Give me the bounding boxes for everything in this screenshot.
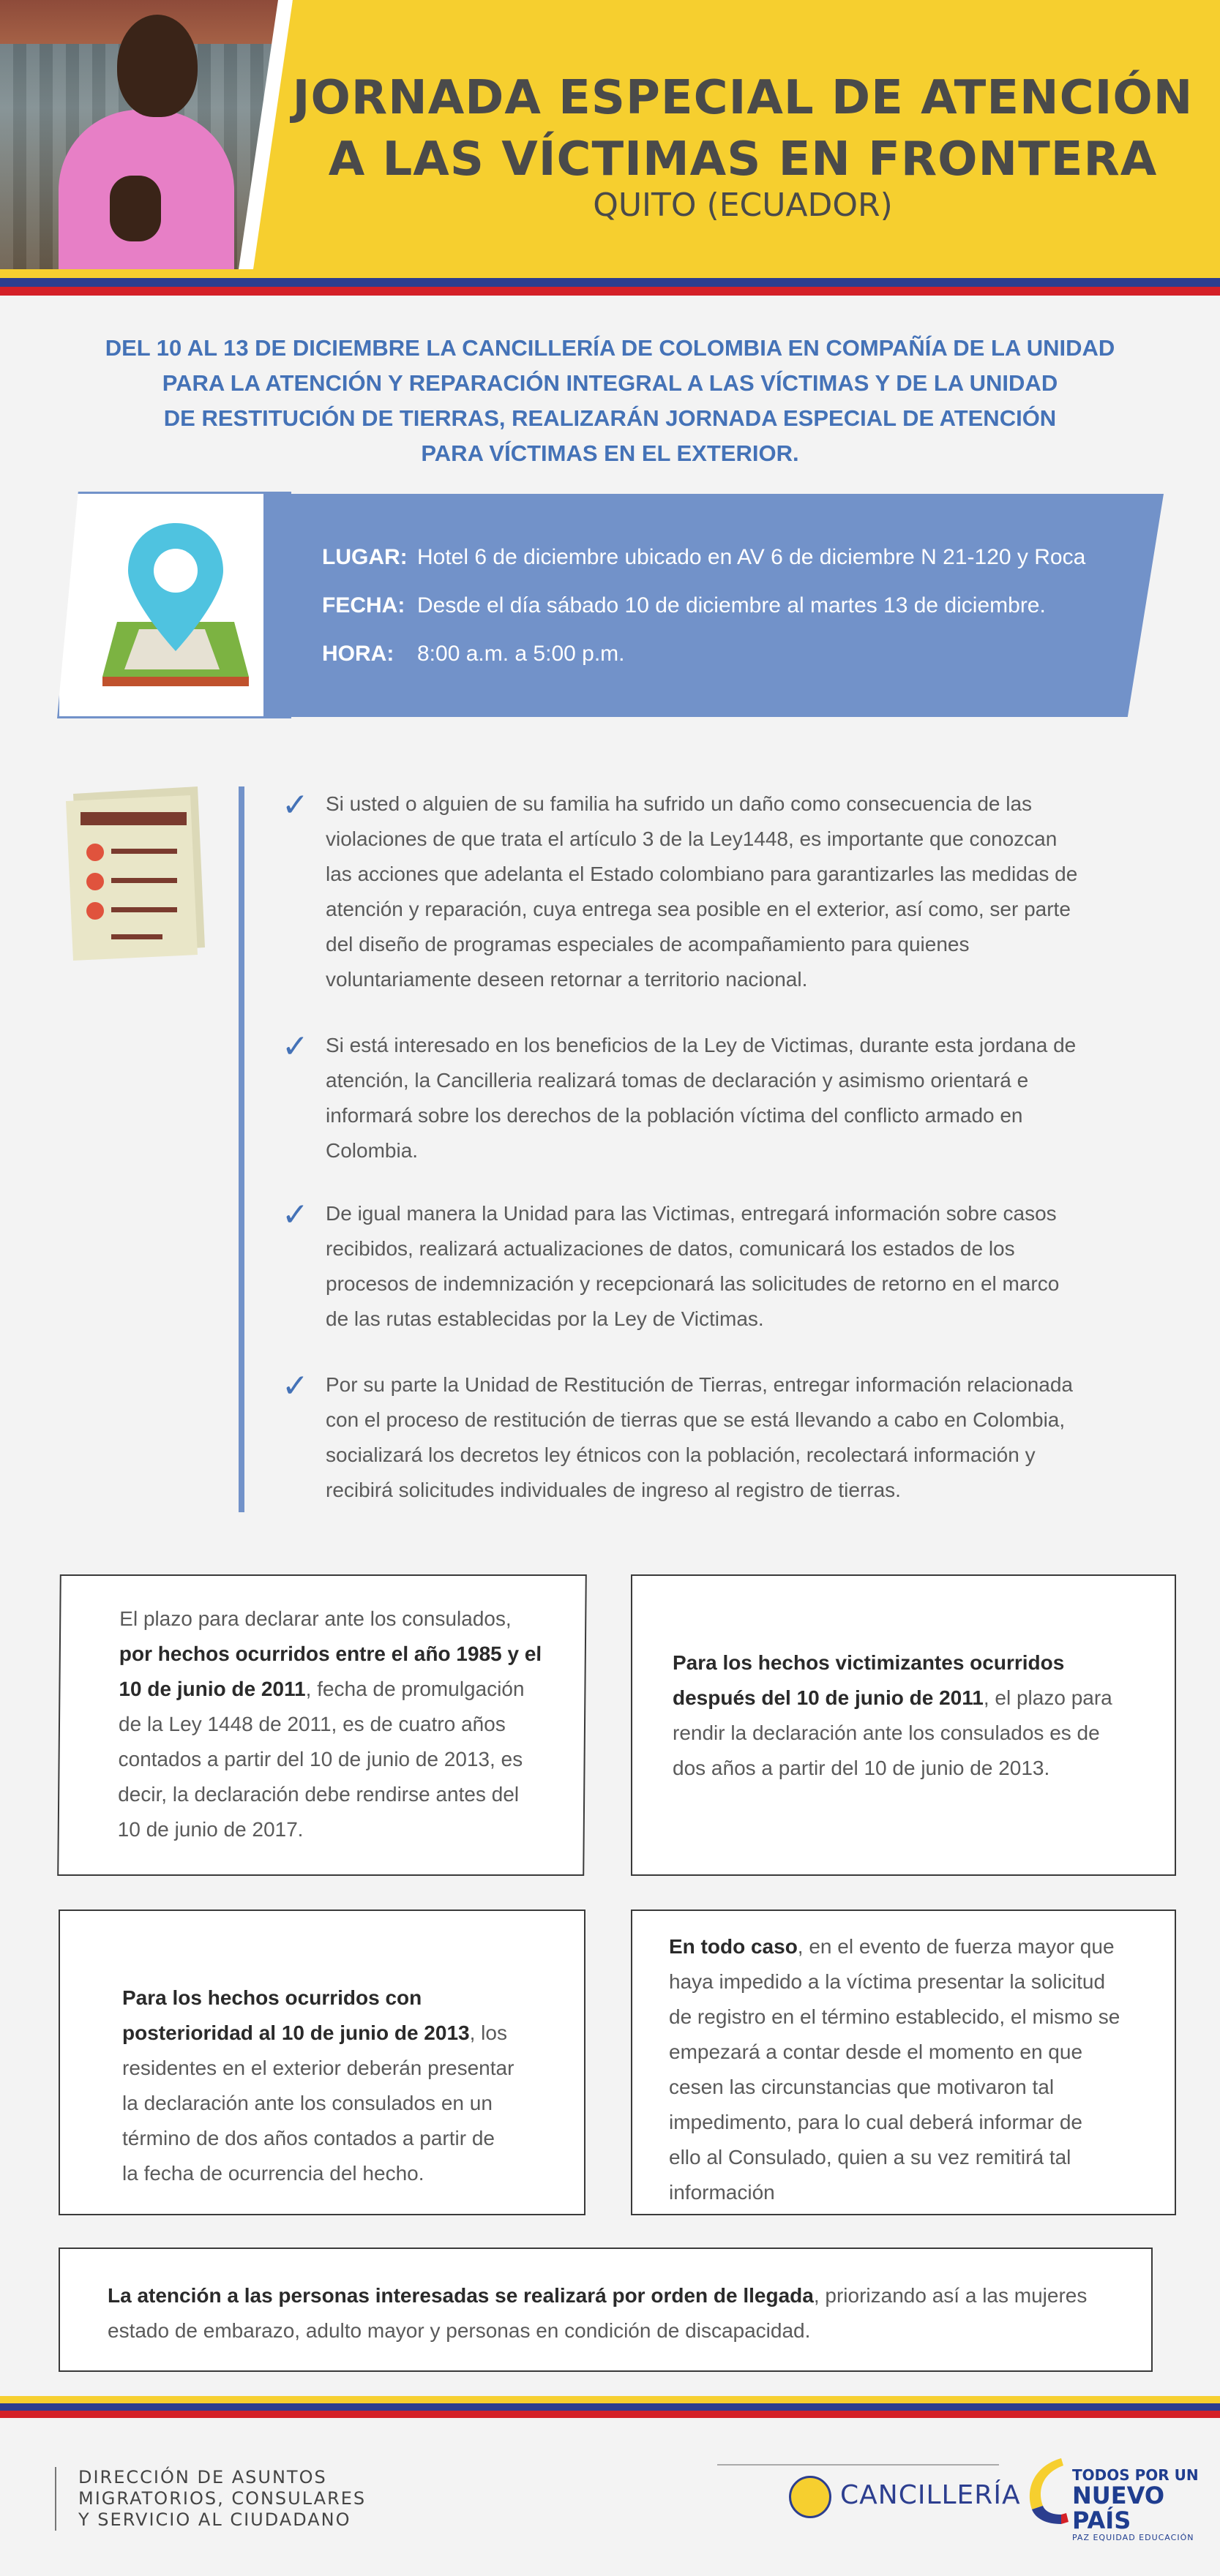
- checklist-icon: [59, 779, 220, 969]
- location-pin-icon: [95, 512, 256, 688]
- label-hora: HORA:: [322, 642, 394, 666]
- list-item: ✓ Por su parte la Unidad de Restitución de Tierras, entregar información relacionada con el proceso de restitución de tierras que se está llevando a cabo en Colombia, socializará los decretos ley étnicos con la población, recolectará información y recibirá solicitudes individuales de ingreso al registro de tierras.: [282, 1368, 1074, 1501]
- check-icon: ✓: [282, 787, 309, 823]
- page-subtitle: QUITO (ECUADOR): [593, 187, 893, 224]
- event-details: [322, 545, 1142, 690]
- list-item: ✓ De igual manera la Unidad para las Victimas, entregará información sobre casos recibidos, realizará actualizaciones de datos, comunicará los estados de los procesos de indemnización y recepcionará las solicitudes de retorno en el marco de las rutas establecidas por la Ley de Victimas.: [282, 1197, 1060, 1330]
- label-fecha: FECHA:: [322, 593, 405, 617]
- value-lugar: Hotel 6 de diciembre ubicado en AV 6 de diciembre N 21-120 y Roca: [417, 545, 1086, 569]
- todos-por-un-nuevo-pais-text: TODOS POR UN NUEVO PAÍS PAZ EQUIDAD EDUCACIÓN: [1072, 2466, 1199, 2542]
- todos-por-un-nuevo-pais-logo-icon: [1021, 2455, 1072, 2528]
- list-item: ✓ Si usted o alguien de su familia ha sufrido un daño como consecuencia de las violaciones de que trata el artículo 3 de la Ley1448, es importante que conozcan las acciones que adelanta el Estado colombiano para garantizarles las medidas de atención y reparación, cuya entrega sea posible en el exterior, así como, ser parte del diseño de programas especiales de acompañamiento para quienes voluntariamente deseen retornar a territorio nacional.: [282, 787, 1078, 991]
- value-hora: 8:00 a.m. a 5:00 p.m.: [417, 642, 625, 666]
- footer-organization: DIRECCIÓN DE ASUNTOS MIGRATORIOS, CONSULARES Y SERVICIO AL CIUDADANO: [55, 2467, 366, 2531]
- note-box-after-2011: Para los hechos victimizantes ocurridos después del 10 de junio de 2011, el plazo para rendir la declaración ante los consulados es de dos años a partir del 10 de junio de 2013.: [631, 1574, 1176, 1876]
- note-box-after-2013: Para los hechos ocurridos con posterioridad al 10 de junio de 2013, los residentes en el exterior deberán presentar la declaración ante los consulados en un término de dos años contados a partir de la fecha de ocurrencia del hecho.: [59, 1910, 585, 2215]
- note-box-force-majeure: En todo caso, en el evento de fuerza mayor que haya impedido a la víctima presentar la solicitud de registro en el término establecido, el mismo se empezará a contar desde el momento en que cesen las circunstancias que motivaron tal impedimento, para lo cual deberá informar de ello al Consulado, quien a su vez remitirá tal información: [631, 1910, 1176, 2215]
- section-divider-line: [239, 786, 244, 1512]
- page-title: JORNADA ESPECIAL DE ATENCIÓN A LAS VÍCTIMAS EN FRONTERA: [292, 71, 1194, 187]
- note-box-attention-order: La atención a las personas interesadas se realizará por orden de llegada, priorizando así a las mujeres estado de embarazo, adulto mayor y personas en condición de discapacidad.: [59, 2248, 1153, 2372]
- colombia-crest-icon: [789, 2476, 831, 2518]
- check-icon: ✓: [282, 1197, 309, 1233]
- header-divider: [0, 0, 293, 269]
- footer-flag-stripes: [0, 2396, 1220, 2418]
- flag-stripes: [0, 269, 1220, 296]
- list-item: ✓ Si está interesado en los beneficios de la Ley de Victimas, durante esta jordana de atención, la Cancilleria realizará tomas de declaración y asimismo orientará e informará sobre los derechos de la población víctima del conflicto armado en Colombia.: [282, 1029, 1077, 1162]
- intro-text: DEL 10 AL 13 DE DICIEMBRE LA CANCILLERÍA DE COLOMBIA EN COMPAÑÍA DE LA UNIDAD PARA LA ATENCIÓN Y REPARACIÓN INTEGRAL A LAS VÍCTIMAS Y DE LA UNIDAD DE RESTITUCIÓN DE TIERRAS, REALIZARÁN JORNADA ESPECIAL DE ATENCIÓN PARA VÍCTIMAS EN EL EXTERIOR.: [105, 335, 1115, 466]
- check-icon: ✓: [282, 1368, 309, 1404]
- check-icon: ✓: [282, 1029, 309, 1064]
- note-box-deadline-1985-2011: El plazo para declarar ante los consulados, por hechos ocurridos entre el año 1985 y el 10 de junio de 2011, fecha de promulgación de la Ley 1448 de 2011, es de cuatro años contados a partir del 10 de junio de 2013, es decir, la declaración debe rendirse antes del 10 de junio de 2017.: [57, 1574, 587, 1876]
- footer-divider: [717, 2464, 999, 2466]
- info-row-lugar: [322, 545, 1142, 570]
- info-row-hora: [322, 642, 1142, 666]
- cancilleria-logo-text: CANCILLERÍA: [840, 2480, 1021, 2510]
- value-fecha: Desde el día sábado 10 de diciembre al martes 13 de diciembre.: [417, 593, 1046, 617]
- info-row-fecha: [322, 593, 1142, 618]
- label-lugar: LUGAR:: [322, 545, 408, 569]
- header-banner: [0, 0, 1220, 269]
